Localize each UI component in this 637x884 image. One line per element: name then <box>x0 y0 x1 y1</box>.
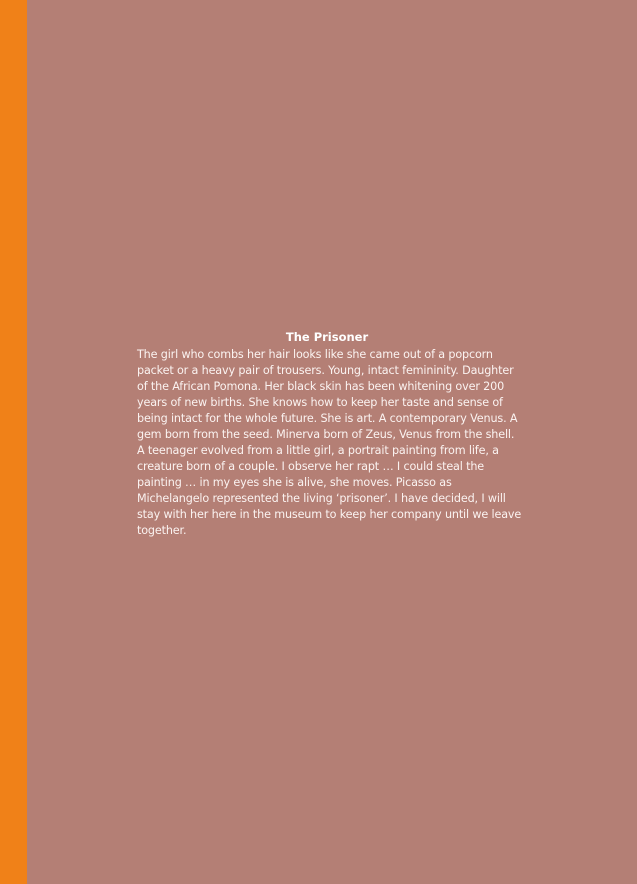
paragraph-1: The girl who combs her hair looks like she came out of a popcorn packet or a heavy pair of trousers. Young, intact femininity. Daughter of the African Pomona. Her black skin has been whitening over 200 years of new births. She knows how to keep her taste and sense of being intact for the whole future. She is art. A contemporary Venus. A gem born from the seed. Minerva born of Zeus, Venus from the shell. <box>137 348 518 441</box>
page-title: The Prisoner <box>285 330 369 344</box>
side-accent-stripe <box>0 0 27 884</box>
paragraph-2: A teenager evolved from a little girl, a portrait painting from life, a creature born of a couple. I observe her rapt … I could steal the painting … in my eyes she is alive, she moves. Picasso as Michelangelo represented the living ‘prisoner’. I have decided, I will stay with her here in the museum to keep her company until we leave together. <box>137 444 522 537</box>
text-block <box>137 329 527 539</box>
